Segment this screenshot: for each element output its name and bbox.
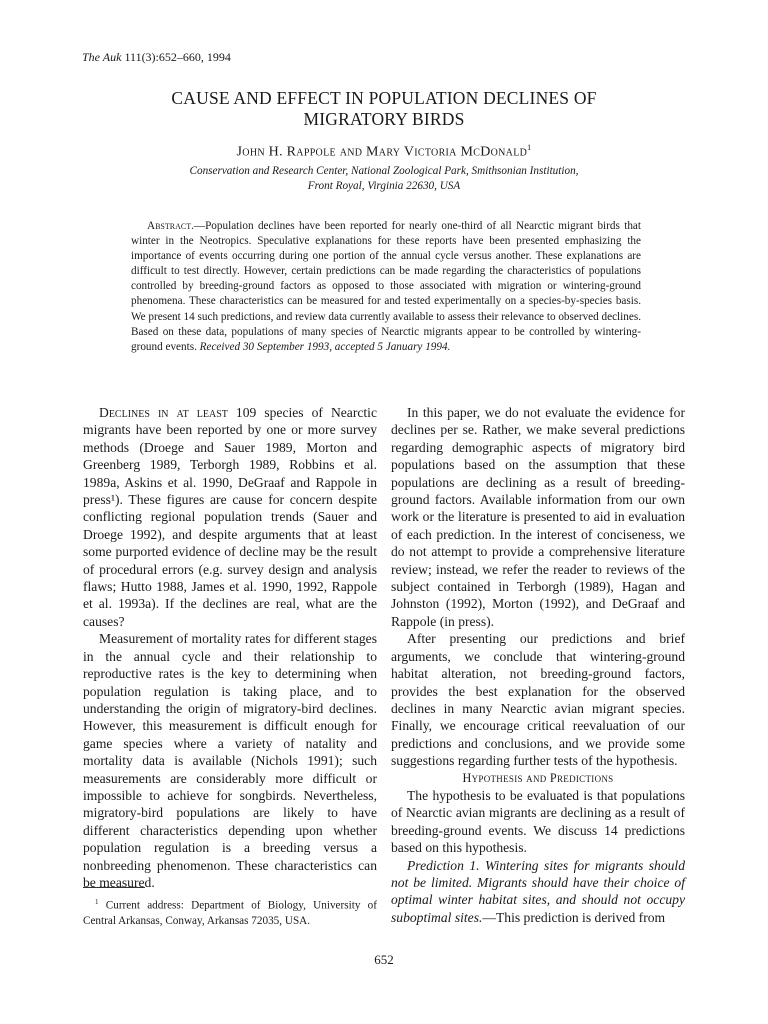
prediction-1-paragraph: [391, 857, 685, 927]
right-column: [391, 404, 685, 926]
title-line-1: CAUSE AND EFFECT IN POPULATION DECLINES OF: [171, 88, 597, 108]
left-column: [83, 404, 377, 891]
prediction-1-text: —This prediction is derived from: [482, 909, 666, 925]
journal-citation: [82, 50, 231, 65]
abstract: [131, 219, 641, 355]
right-paragraph-2: After presenting our predictions and brief arguments, we conclude that wintering-ground habitat alteration, not breeding-ground factors, provides the best explanation for the observed declines in many Nearctic avian migrant species. Finally, we encourage critical reevaluation of our predictions and conclusions, and we provide some suggestions regarding further tests of the hypothesis.: [391, 631, 685, 769]
intro-paragraph-1-body: 109 species of Nearctic migrants have been reported by one or more survey methods (Droege and Sauer 1989, Morton and Greenberg 1989, Terborgh 1989, Robbins et al. 1989a, Askins et al. 1990, DeGraaf and Rappole in press¹). These figures are cause for concern despite conflicting regional population trends (Sauer and Droege 1992), and despite arguments that at least some purported evidence of decline may be the result of procedural errors (e.g. survey design and analysis flaws; Hutto 1988, James et al. 1990, 1992, Rappole et al. 1993a). If the declines are real, what are the causes?: [83, 405, 377, 629]
abstract-body: —Population declines have been reported for nearly one-third of all Nearctic migrant birds that winter in the Neotropics. Speculative explanations for these reports have been presented emphasizing the importance of events occurring during one portion of the annual cycle versus another. These explanations are difficult to test directly. However, certain predictions can be made regarding the characteristics of populations controlled by breeding-ground factors as opposed to those associated with migration or wintering-ground phenomena. These characteristics can be measured for and tested experimentally on a species-by-species basis. We present 14 such predictions, and review data currently available to assess their relevance to observed declines. Based on these data, populations of many species of Nearctic migrants appear to be controlled by wintering-ground events.: [131, 220, 641, 353]
section-heading: Hypothesis and Predictions: [462, 770, 614, 785]
intro-lead-words: Declines in at least: [99, 405, 228, 420]
author-names: John H. Rappole and Mary Victoria McDonald: [236, 144, 528, 160]
title-line-2: MIGRATORY BIRDS: [303, 109, 465, 129]
article-title: [0, 88, 768, 130]
journal-name: The Auk: [82, 50, 122, 64]
intro-paragraph-1: [83, 404, 377, 630]
right-paragraph-1: In this paper, we do not evaluate the evidence for declines per se. Rather, we make several predictions regarding demographic aspects of migratory bird populations based on the assumption that these populations are declining as a result of breeding-ground factors. Available information from our own work or the literature is presented to aid in evaluation of each prediction. In the interest of conciseness, we do not attempt to provide a comprehensive literature review; instead, we refer the reader to reviews of the subject contained in Terborgh (1989), Hagan and Johnston (1992), Morton (1992), and DeGraaf and Rappole (in press).: [391, 405, 685, 629]
author-list: [0, 143, 768, 161]
abstract-heading: Abstract.: [147, 220, 194, 232]
journal-volume: 111(3):652–660, 1994: [124, 50, 231, 64]
prediction-1-statement: Prediction 1. Wintering sites for migrants should not be limited. Migrants should have their choice of optimal winter habitat sites, and should not occupy suboptimal sites.: [391, 857, 685, 925]
footnote-divider: [83, 887, 145, 888]
intro-paragraph-2: Measurement of mortality rates for different stages in the annual cycle and their relationship to reproductive rates is the key to determining when population regulation is taking place, and to understanding the origin of migratory-bird declines. However, this measurement is difficult enough for game species where a variety of natality and mortality data is available (Nichols 1991); such measurements are considerably more difficult or impossible to achieve for songbirds. Nevertheless, migratory-bird populations are likely to have different characteristics depending upon whether population regulation is a breeding versus a nonbreeding phenomenon. These characteristics can be measured.: [83, 631, 377, 890]
footnote-mark: 1: [95, 898, 99, 906]
affiliation: [0, 164, 768, 194]
affiliation-line-2: Front Royal, Virginia 22630, USA: [307, 180, 461, 192]
author-footnote-mark: 1: [527, 143, 532, 152]
footnote-text: Current address: Department of Biology, University of Central Arkansas, Conway, Arkansas 72035, USA.: [83, 899, 377, 927]
affiliation-line-1: Conservation and Research Center, National Zoological Park, Smithsonian Institution,: [189, 165, 579, 177]
page-number: 652: [374, 952, 394, 967]
footnote: [83, 895, 377, 929]
right-paragraph-3: The hypothesis to be evaluated is that populations of Nearctic avian migrants are declining as a result of breeding-ground events. We discuss 14 predictions based on this hypothesis.: [391, 787, 685, 856]
abstract-received: Received 30 September 1993, accepted 5 January 1994.: [199, 340, 451, 353]
